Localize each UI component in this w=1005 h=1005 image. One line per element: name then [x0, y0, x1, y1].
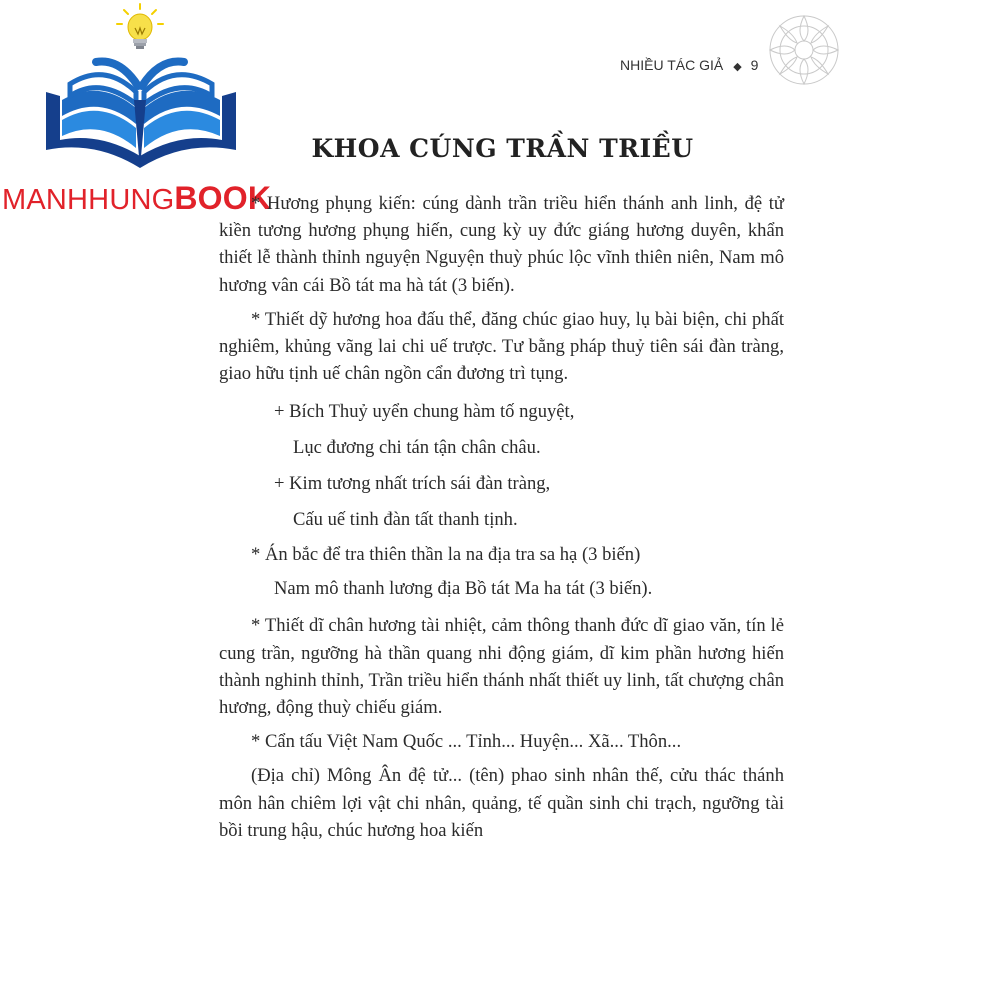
lotus-ornament-icon	[766, 12, 842, 88]
brand-name-part1: MANHHUNG	[2, 184, 175, 216]
paragraph: * Cẩn tấu Việt Nam Quốc ... Tỉnh... Huyện... Xã... Thôn...	[251, 731, 682, 753]
paragraph: * Thiết dỹ hương hoa đấu thể, đăng chúc giao huy, lụ bài biện, chi phất nghiêm, khủng vãng lai chi uế trược. Tư bằng pháp thuỷ tiên sái đàn tràng, giao hữu tịnh uế chân ngồn cẩn đương trì tụng.	[219, 308, 784, 385]
verse-line: Cấu uế tinh đàn tất thanh tịnh.	[293, 509, 518, 531]
running-head-author: NHIỀU TÁC GIẢ	[620, 57, 724, 73]
page-number: 9	[750, 57, 759, 73]
paragraph: (Địa chỉ) Mông Ân đệ tử... (tên) phao sinh nhân thế, cửu thác thánh môn hân chiêm lợi vật chi nhân, quảng, tế quần sinh chi trạch, ngưỡng tài bồi trung hậu, chúc hương hoa kiến	[219, 765, 784, 841]
chapter-title-text: KHOA CÚNG TRẦN TRIỀU	[311, 134, 694, 163]
paragraph: * Thiết dĩ chân hương tài nhiệt, cảm thông thanh đức dĩ giao văn, tín lẻ cung trần, ngưỡng hà thần quang nhi động giám, dĩ kim phần hương hiến thành nghinh thỉnh, Trần triều hiển thánh nhất thiết uy linh, tất chượng chân hương, động thuỳ chiếu giám.	[219, 615, 784, 719]
lightbulb-icon	[117, 4, 163, 49]
brand-logo	[0, 0, 300, 220]
verse-line: Lục đương chi tán tận chân châu.	[293, 437, 541, 459]
verse-line: + Bích Thuỷ uyển chung hàm tố nguyệt,	[274, 401, 575, 423]
diamond-icon: ◆	[733, 61, 742, 73]
open-book-lightbulb-icon	[0, 0, 300, 200]
body-text	[219, 190, 784, 851]
paragraph: * Hương phụng kiến: cúng dành trần triều hiển thánh anh linh, đệ tử kiền tương hương phụng hiến, cung kỳ uy đức giáng hương duyên, khẩn thiết lễ thành thỉnh nguyện Nguyện thuỳ phúc lộc vĩnh thiên niên, Nam mô hương vân cái Bồ tát ma hà tát (3 biến).	[219, 193, 784, 296]
chapter-title	[0, 134, 1005, 163]
verse-line: + Kim tương nhất trích sái đàn tràng,	[274, 473, 551, 495]
brand-name-part2: BOOK	[174, 180, 272, 216]
mantra-line: Nam mô thanh lương địa Bồ tát Ma ha tát (3 biến).	[274, 578, 653, 600]
running-head	[620, 57, 758, 73]
mantra-line: * Án bắc để tra thiên thần la na địa tra sa hạ (3 biến)	[251, 544, 641, 566]
